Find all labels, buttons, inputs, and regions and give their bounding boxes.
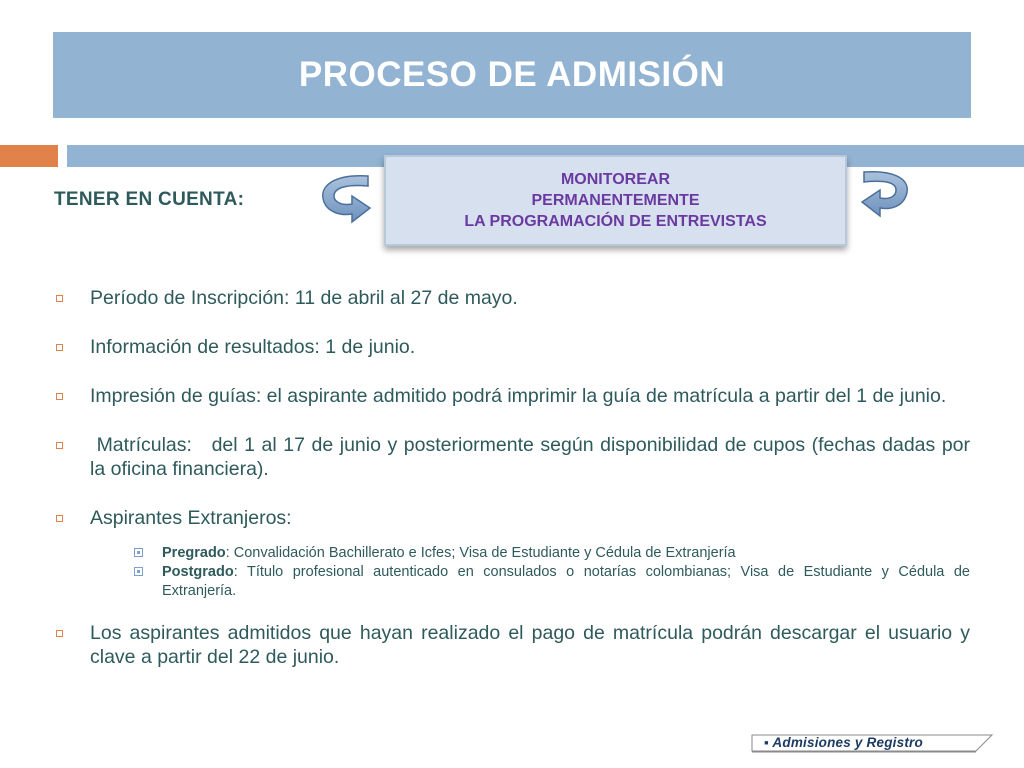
sub-list-item [126, 544, 970, 563]
sub-bullet-icon [134, 548, 143, 557]
list-item [54, 384, 970, 408]
sub-item-label: Postgrado [162, 564, 234, 580]
tener-en-cuenta-heading: TENER EN CUENTA: [54, 189, 245, 210]
list-item-text: Impresión de guías: el aspirante admitido podrá imprimir la guía de matrícula a partir del 1 de junio. [90, 385, 947, 407]
sub-list-item [126, 563, 970, 601]
page-title: PROCESO DE ADMISIÓN [298, 55, 726, 94]
list-item [54, 433, 976, 481]
square-bullet-icon [56, 295, 63, 302]
list-item [54, 335, 970, 359]
list-item [54, 621, 970, 669]
list-item-text: Aspirantes Extranjeros: [90, 507, 292, 529]
curved-arrow-left-icon [316, 170, 374, 226]
square-bullet-icon [56, 630, 63, 637]
monitor-line-3: LA PROGRAMACIÓN DE ENTREVISTAS [464, 213, 767, 230]
list-item-text: Los aspirantes admitidos que hayan realizado el pago de matrícula podrán descargar el usuario y clave a partir del 22 de junio. [90, 622, 970, 668]
sub-item-text: : Título profesional autenticado en consulados o notarías colombianas; Visa de Estudiante y Cédula de Extranjería. [162, 564, 970, 599]
list-item [54, 286, 970, 310]
monitor-callout [384, 155, 847, 246]
square-bullet-icon [56, 393, 63, 400]
monitor-line-1: MONITOREAR [560, 171, 671, 188]
bullet-list [54, 286, 976, 669]
list-item-text: Período de Inscripción: 11 de abril al 27 de mayo. [90, 287, 518, 309]
list-item-text: Matrículas: del 1 al 17 de junio y posteriormente según disponibilidad de cupos (fechas dadas por la oficina financiera). [90, 434, 976, 480]
square-bullet-icon [56, 344, 63, 351]
sub-item-label: Pregrado [162, 545, 226, 561]
list-item [54, 506, 970, 601]
curved-arrow-right-icon [856, 166, 914, 218]
sub-list [90, 544, 970, 601]
footer-brand: ▪ Admisiones y Registro [764, 735, 923, 750]
monitor-line-2: PERMANENTEMENTE [531, 192, 700, 209]
accent-bar-orange [0, 145, 58, 167]
sub-item-text: : Convalidación Bachillerato e Icfes; Visa de Estudiante y Cédula de Extranjería [225, 545, 736, 561]
list-item-text: Información de resultados: 1 de junio. [90, 336, 416, 358]
title-banner [53, 32, 971, 118]
sub-bullet-icon [134, 567, 143, 576]
square-bullet-icon [56, 515, 63, 522]
square-bullet-icon [56, 442, 63, 449]
